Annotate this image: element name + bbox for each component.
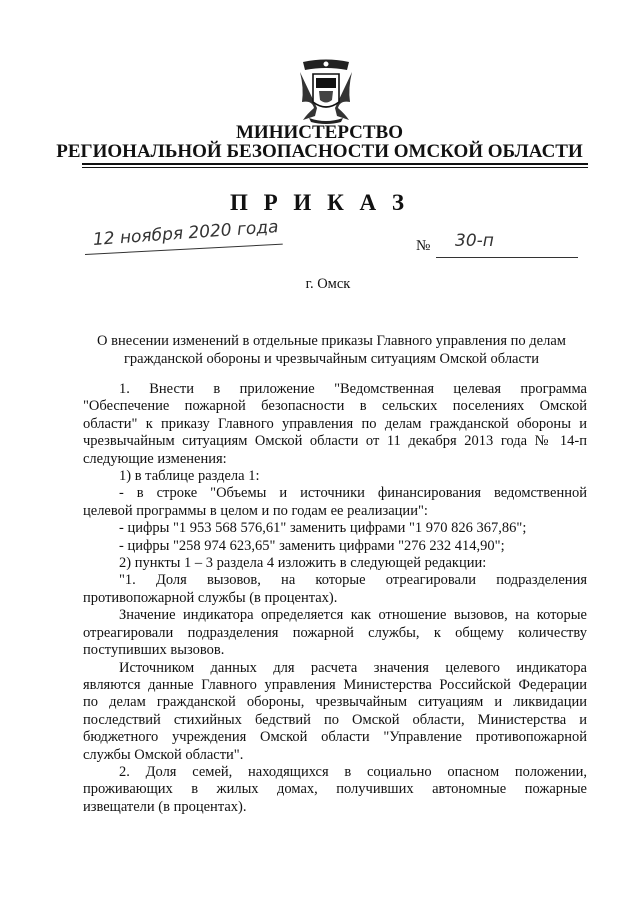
subject-line: гражданской обороны и чрезвычайным ситуациям Омской области [123, 351, 540, 367]
body-line: чрезвычайным ситуациям Омской области от 11 декабря 2013 года № 14-п [83, 433, 587, 450]
ministry-name-line1: МИНИСТЕРСТВО [235, 122, 404, 143]
order-subject [0, 332, 639, 368]
body-line: "1. Доля вызовов, на которые отреагировали подразделения [119, 572, 587, 589]
body-line: бюджетного учреждения Омской области "Управление противопожарной [83, 729, 587, 746]
ministry-name-line2: РЕГИОНАЛЬНОЙ БЕЗОПАСНОСТИ ОМСКОЙ ОБЛАСТИ [56, 141, 583, 162]
body-line: проживающих в жилых домах, получивших автономные пожарные [83, 781, 587, 798]
order-body [83, 381, 587, 816]
header-divider [82, 163, 588, 165]
body-line: 2. Доля семей, находящихся в социально опасном положении, [119, 763, 587, 780]
body-line: целевой программы в целом и по годам ее реализации": [83, 502, 428, 519]
body-line: 2) пункты 1 – 3 раздела 4 изложить в следующей редакции: [119, 555, 487, 572]
coat-of-arms-icon [297, 58, 355, 124]
body-line: отреагировали подразделения пожарной службы, к общему количеству [83, 624, 587, 641]
body-line: "Обеспечение пожарной безопасности в сельских поселениях Омской [83, 398, 587, 415]
body-line: Источником данных для расчета значения целевого индикатора [119, 659, 587, 676]
handwritten-date: 12 ноября 2020 года [92, 217, 280, 250]
body-line: являются данные Главного управления Министерства Российской Федерации [83, 676, 587, 693]
body-line: службы Омской области". [83, 746, 244, 763]
body-line: 1. Внести в приложение "Ведомственная целевая программа [119, 381, 587, 397]
body-line: по делам гражданской обороны, чрезвычайным ситуациям и ликвидации [83, 694, 587, 711]
number-underline [436, 257, 578, 258]
body-line: последствий стихийных бедствий по Омской области, Министерства и [83, 711, 587, 728]
handwritten-number: 30-п [455, 231, 494, 251]
body-line: 1) в таблице раздела 1: [119, 468, 260, 485]
body-line: противопожарной службы (в процентах). [83, 589, 338, 606]
subject-line: О внесении изменений в отдельные приказы Главного управления по делам [97, 333, 566, 349]
header-divider-thin [82, 167, 588, 168]
body-line: - в строке "Объемы и источники финансирования ведомственной [119, 485, 587, 502]
body-line: Значение индикатора определяется как отношение вызовов, на которые [119, 607, 587, 624]
body-line: извещатели (в процентах). [83, 798, 247, 815]
number-label: № [416, 238, 431, 254]
body-line: следующие изменения: [83, 450, 227, 467]
body-line: поступивших вызовов. [83, 642, 225, 659]
body-line: области" к приказу Главного управления по делам гражданской обороны и [83, 415, 587, 432]
body-line: - цифры "1 953 568 576,61" заменить цифрами "1 970 826 367,86"; [119, 520, 527, 537]
document-type-title: П Р И К А З [229, 190, 409, 215]
body-line: - цифры "258 974 623,65" заменить цифрами "276 232 414,90"; [119, 537, 505, 554]
city-name: г. Омск [305, 276, 351, 292]
